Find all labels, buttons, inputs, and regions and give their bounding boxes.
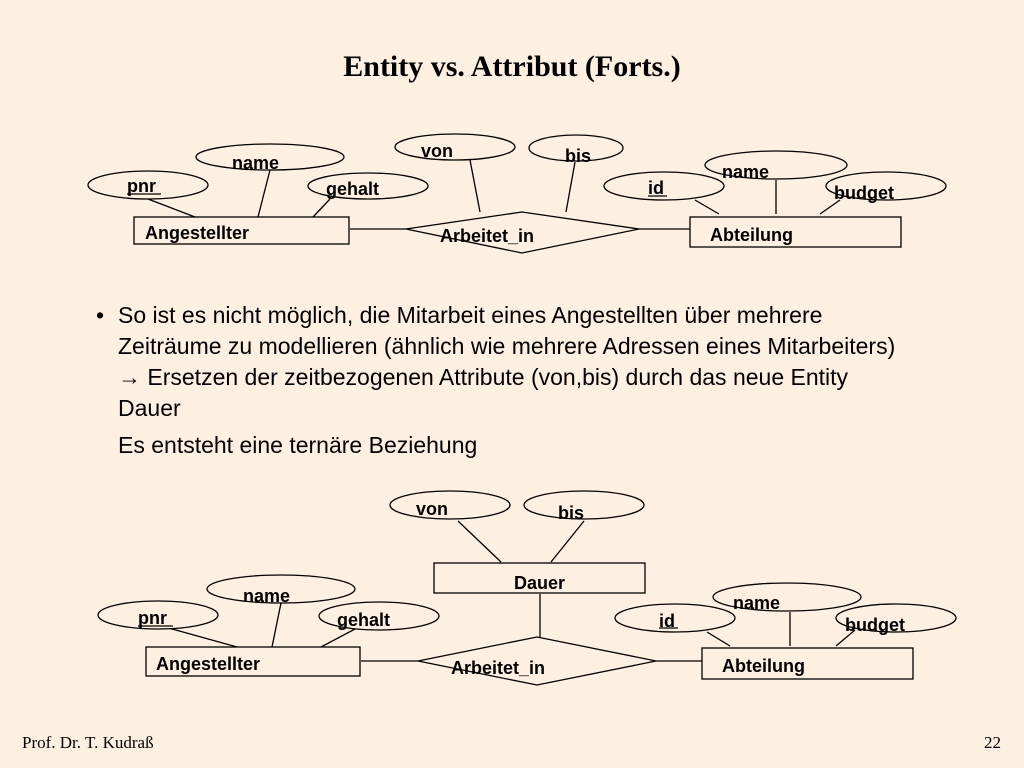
attr-von-label: von [421,141,454,161]
footer-author: Prof. Dr. T. Kudraß [22,733,154,752]
entity-abteilung-label-2: Abteilung [722,656,805,676]
entity-abteilung-label: Abteilung [710,225,793,245]
attr-budget-label-2: budget [845,615,905,635]
relationship-arbeitet-in-label: Arbeitet_in [440,226,535,246]
page-number: 22 [984,733,1001,752]
attr-pnr-label-2: pnr [138,608,167,628]
relationship-arbeitet-in-label-2: Arbeitet_in [451,658,546,678]
entity-angestellter-label: Angestellter [145,223,250,243]
attr-name-right-label: name [722,162,770,182]
attr-name-left-label-2: name [243,586,291,606]
entity-dauer-label: Dauer [514,573,566,593]
attr-budget-label: budget [834,183,894,203]
attr-von-label-2: von [416,499,449,519]
attr-bis-label: bis [565,146,592,166]
bullet-dot: • [96,302,105,328]
attr-id-label: id [648,178,664,198]
attr-von-ellipse-2 [390,491,510,519]
attr-gehalt-label-2: gehalt [337,610,391,630]
bullet-point [96,300,916,461]
bullet-text-2: Es entsteht eine ternäre Beziehung [118,432,478,458]
attr-gehalt-label: gehalt [326,179,380,199]
attr-id-label-2: id [659,611,675,631]
attr-name-right-label-2: name [733,593,781,613]
attr-bis-label-2: bis [558,503,585,523]
attr-pnr-label: pnr [127,176,156,196]
attr-name-left-label: name [232,153,280,173]
slide-title: Entity vs. Attribut (Forts.) [343,50,681,83]
bullet-text: So ist es nicht möglich, die Mitarbeit eines Angestellten über mehrere Zeiträume zu modellieren (ähnlich wie mehrere Adressen eines Mitarbeiters) → Ersetzen der zeitbezogenen Attribute (von,bis) durch das neue Entity Dauer [118,302,896,421]
entity-angestellter-label-2: Angestellter [156,654,261,674]
attr-von-ellipse [395,134,515,160]
